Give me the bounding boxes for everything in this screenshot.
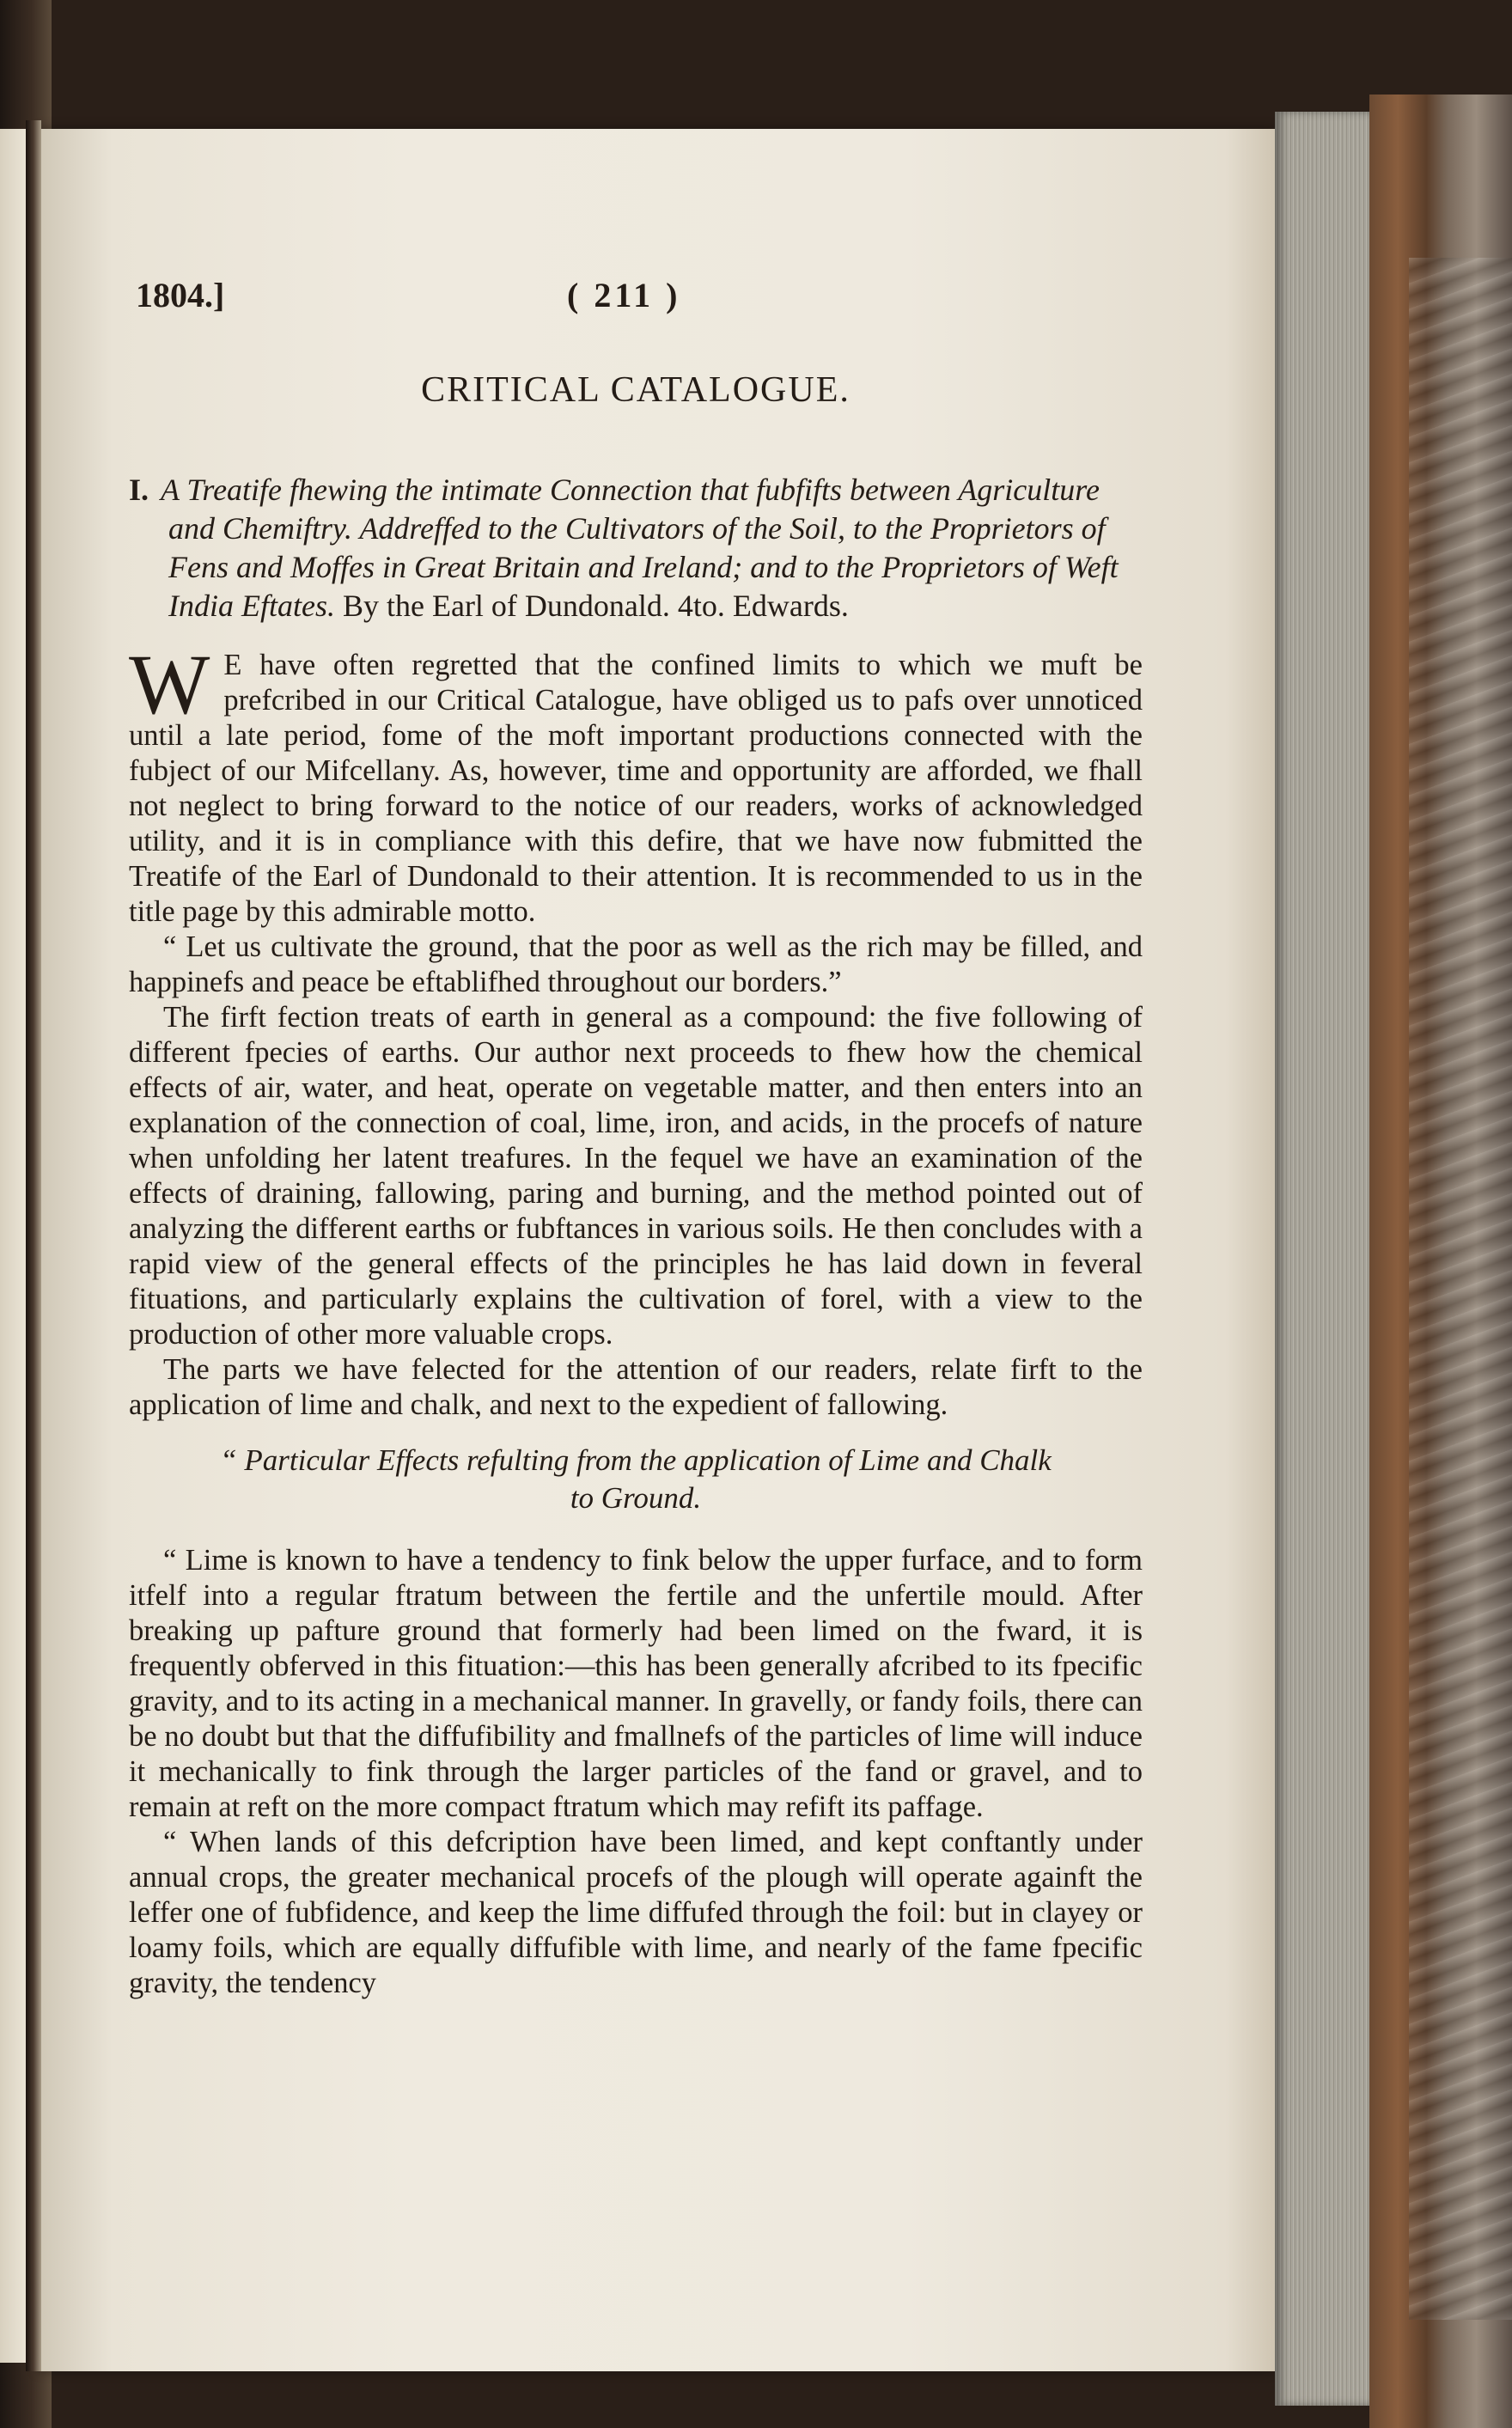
extract-heading-line-2: to Ground.: [570, 1481, 702, 1515]
page-fore-edge: [1275, 112, 1369, 2406]
paragraph-6: “ When lands of this defcription have been limed, and kept conftantly under annual crops, the greater mechanical procefs of the plough will operate againft the leffer one of fubfidence, and keep the lime diffufed through the foil: but in clayey or loamy foils, which are equally diffufible with lime, and nearly of the fame fpecific gravity, the tendency: [129, 1826, 1143, 1999]
paragraph-4: The parts we have felected for the attention of our readers, relate firft to the application of lime and chalk, and next to the expedient of fallowing.: [129, 1353, 1143, 1421]
marbled-cover: [1409, 258, 1512, 2320]
section-title: CRITICAL CATALOGUE.: [421, 370, 850, 410]
running-head-year: 1804.]: [136, 276, 225, 314]
drop-cap: W: [129, 637, 210, 732]
review-author-line: By the Earl of Dundonald. 4to. Edwards.: [342, 589, 849, 623]
book-gutter: [26, 120, 41, 2371]
running-head: [129, 275, 1143, 318]
extract-heading-line-1: “ Particular Effects refulting from the application of Lime and Chalk: [220, 1443, 1052, 1477]
paragraph-1-text: E have often regretted that the confined limits to which we muft be prefcribed in our Critical Catalogue, have obliged us to pafs over unnoticed until a late period, fome of the moft important productions connected with the fubject of our Mifcellany. As, however, time and opportunity are afforded, we fhall not neglect to bring forward to the notice of our readers, works of acknowledged utility, and it is in compliance with this defire, that we have now fubmitted the Treatife of the Earl of Dundonald to their attention. It is recommended to us in the title page by this admirable motto.: [129, 649, 1143, 928]
paragraph-5: “ Lime is known to have a tendency to fink below the upper furface, and to form itfelf into a regular ftratum between the fertile and the unfertile mould. After breaking up pafture ground that formerly had been limed on the fward, it is frequently obferved in this fituation:—this has been generally afcribed to its fpecific gravity, and to its acting in a mechanical manner. In gravelly, or fandy foils, there can be no doubt but that the diffufibility and fmallnefs of the particles of lime will induce it mechanically to fink through the larger particles of the fand or gravel, and to remain at reft on the more compact ftratum which may refift its paffage.: [129, 1544, 1143, 1823]
page-number: ( 211 ): [567, 276, 681, 314]
review-number: I.: [129, 473, 149, 507]
page-text: [129, 275, 1143, 2001]
paragraph-2: “ Let us cultivate the ground, that the poor as well as the rich may be filled, and happinefs and peace be eftablifhed throughout our borders.”: [129, 930, 1143, 998]
review-title: A Treatife fhewing the intimate Connection that fubfifts between Agriculture and Chemiftry. Addreffed to the Cultivators of the Soil, to the Proprietors of Fens and Moffes in Great Britain and Ireland; and to the Proprietors of Weft India Eftates.: [161, 473, 1119, 623]
review-heading: [129, 471, 1143, 625]
extract-heading: [129, 1442, 1143, 1517]
paragraph-1: [129, 637, 1143, 930]
paragraph-3: The firft fection treats of earth in general as a compound: the five following of different fpecies of earths. Our author next proceeds to fhew how the chemical effects of air, water, and heat, operate on vegetable matter, and then enters into an explanation of the connection of coal, lime, iron, and acids, in the procefs of nature when unfolding her latent treafures. In the fequel we have an examination of the effects of draining, fallowing, paring and burning, and the method pointed out of analyzing the different earths or fubftances in various soils. He then concludes with a rapid view of the general effects of the principles he has laid down in feveral fituations, and particularly explains the cultivation of forel, with a view to the production of other more valuable crops.: [129, 1001, 1143, 1351]
